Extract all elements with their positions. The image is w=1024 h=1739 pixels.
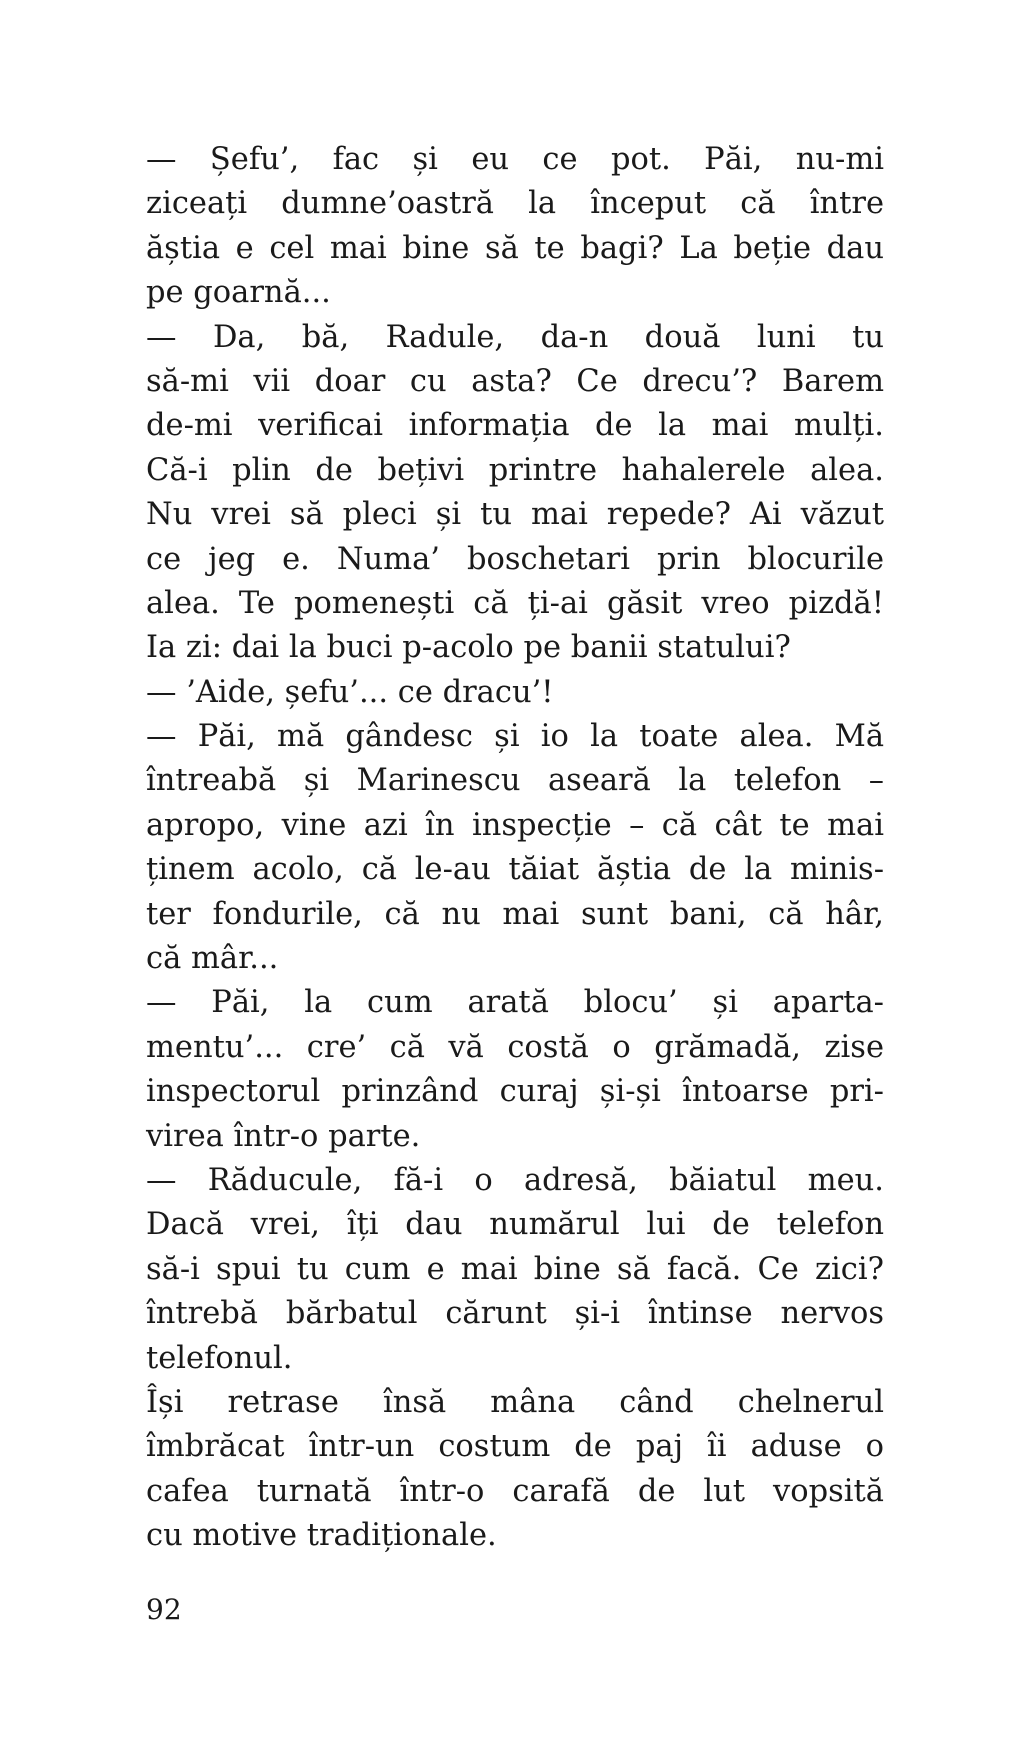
body-text: [146, 138, 884, 1559]
paragraph-3: [146, 671, 884, 715]
text-line: Că-i plin de bețivi printre hahalerele alea.: [146, 452, 884, 488]
text-line: ce jeg e. Numa’ boschetari prin blocurile: [146, 541, 884, 577]
text-line: apropo, vine azi în inspecție – că cât te mai: [146, 807, 884, 843]
paragraph-2: [146, 316, 884, 671]
page-number: 92: [146, 1593, 182, 1626]
paragraph-5: [146, 981, 884, 1159]
text-line: de-mi verificai informația de la mai mulți.: [146, 408, 884, 444]
text-line: Dacă vrei, îți dau numărul lui de telefon: [146, 1207, 884, 1243]
text-line: Își retrase însă mâna când chelnerul: [146, 1384, 884, 1420]
text-line: ținem acolo, că le-au tăiat ăștia de la minis-: [146, 852, 884, 888]
text-line: că mâr...: [146, 941, 279, 977]
text-line: inspectorul prinzând curaj și-și întoarse pri-: [146, 1074, 884, 1110]
text-line: întreabă și Marinescu aseară la telefon –: [146, 763, 884, 799]
text-line: să-mi vii doar cu asta? Ce drecu’? Barem: [146, 363, 884, 399]
text-line: — Păi, mă gândesc și io la toate alea. Mă: [146, 719, 884, 755]
text-line: alea. Te pomenești că ți-ai găsit vreo pizdă!: [146, 585, 884, 621]
paragraph-4: [146, 715, 884, 981]
paragraph-1: [146, 138, 884, 316]
text-line: virea într-o parte.: [146, 1118, 421, 1154]
text-line: ter fondurile, că nu mai sunt bani, că hâr,: [146, 896, 884, 932]
text-line: ziceați dumne’oastră la început că între: [146, 186, 884, 222]
text-line: — Răducule, fă-i o adresă, băiatul meu.: [146, 1162, 884, 1198]
paragraph-6: [146, 1159, 884, 1381]
text-line: să-i spui tu cum e mai bine să facă. Ce zici?: [146, 1251, 884, 1287]
paragraph-7: [146, 1381, 884, 1559]
text-line: — ’Aide, șefu’... ce dracu’!: [146, 674, 554, 710]
text-line: Nu vrei să pleci și tu mai repede? Ai văzut: [146, 497, 884, 533]
text-line: întrebă bărbatul cărunt și-i întinse nervos: [146, 1296, 884, 1332]
text-line: îmbrăcat într-un costum de paj îi aduse o: [146, 1429, 884, 1465]
text-line: ăștia e cel mai bine să te bagi? La beție dau: [146, 230, 884, 266]
text-line: telefonul.: [146, 1340, 293, 1376]
text-line: cu motive tradiționale.: [146, 1518, 497, 1554]
text-line: cafea turnată într-o carafă de lut vopsită: [146, 1473, 884, 1509]
text-line: — Păi, la cum arată blocu’ și aparta-: [146, 985, 884, 1021]
text-line: mentu’... cre’ că vă costă o grămadă, zise: [146, 1029, 884, 1065]
text-line: — Șefu’, fac și eu ce pot. Păi, nu-mi: [146, 142, 884, 177]
text-line: Ia zi: dai la buci p-acolo pe banii statului?: [146, 630, 791, 666]
text-line: — Da, bă, Radule, da-n două luni tu: [146, 319, 884, 355]
text-line: pe goarnă...: [146, 275, 331, 311]
